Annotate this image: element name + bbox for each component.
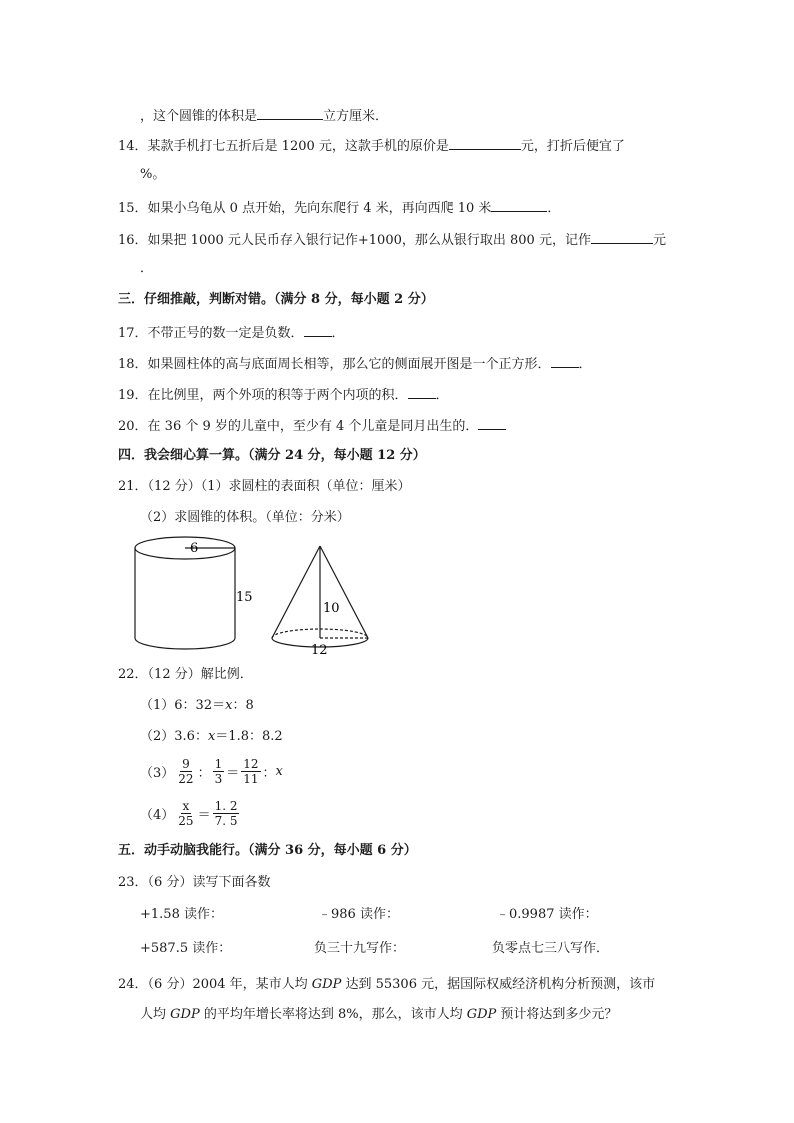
q15: 15．如果小乌龟从 0 点开始，先向东爬行 4 米，再向西爬 10 米 ． (118, 198, 560, 218)
cone-diameter-label: 12 (311, 643, 328, 658)
fraction: $\frac{12}{11}$ (243, 756, 259, 786)
q21-line2: （2）求圆锥的体积。（单位：分米） (140, 510, 350, 525)
answer-blank[interactable] (491, 198, 547, 212)
q15-text: 15．如果小乌龟从 0 点开始，先向东爬行 4 米，再向西爬 10 米 (118, 201, 492, 216)
answer-blank[interactable] (408, 385, 436, 399)
fraction: $\frac{x}{25}$ (178, 798, 194, 828)
q18-text: 18．如果圆柱体的高与底面周长相等，那么它的侧面展开图是一个正方形． (118, 357, 551, 372)
q17-text: 17．不带正号的数一定是负数． (118, 326, 304, 341)
q14-line1 (118, 136, 625, 156)
q22-part4: （4） $\frac{x}{25}$ ＝ $\frac{1. 2}{7. 5}$ (140, 798, 238, 828)
q20 (118, 416, 506, 436)
cone-figure (272, 546, 368, 647)
q24-line1: 24．（6 分）2004 年，某市人均 GDP 达到 55306 元，据国际权威经济机构分析预测，该市 (118, 977, 656, 992)
q13-unit: 立方厘米． (323, 109, 389, 124)
answer-blank[interactable] (449, 136, 521, 150)
q14-text: 14．某款手机打七五折后是 1200 元，这款手机的原价是 (118, 139, 449, 154)
q20-text: 20．在 36 个 9 岁的儿童中，至少有 4 个儿童是同月出生的． (118, 419, 479, 434)
q22-part3: （3） $\frac{9}{22}$ ： $\frac{1}{3}$ ＝ $\frac{12}{11}$ ： x (140, 756, 283, 786)
cylinder-height-label: 15 (236, 590, 253, 605)
q21-figures (120, 530, 380, 660)
q14-text-mid: 元，打折后便宜了 (520, 139, 625, 154)
q23-item: +1.58 读作： (140, 907, 223, 922)
answer-blank[interactable] (591, 230, 653, 244)
q23-item: +587.5 读作： (140, 941, 232, 956)
q18: 18．如果圆柱体的高与底面周长相等，那么它的侧面展开图是一个正方形． ． (118, 354, 592, 374)
answer-blank[interactable] (257, 106, 323, 120)
fraction: $\frac{1. 2}{7. 5}$ (214, 798, 238, 828)
q19-text: 19．在比例里，两个外项的积等于两个内项的积． (118, 388, 408, 403)
answer-blank[interactable] (478, 416, 506, 430)
q21-line1: 21．（12 分）（1）求圆柱的表面积（单位：厘米） (118, 479, 411, 494)
fraction: $\frac{9}{22}$ (178, 756, 194, 786)
section5-title: 五．动手动脑我能行。（满分 36 分，每小题 6 分） (118, 843, 417, 858)
q16-line2: ． (140, 261, 154, 276)
q13-continuation (140, 106, 388, 126)
answer-blank[interactable] (551, 354, 579, 368)
q19: 19．在比例里，两个外项的积等于两个内项的积． ． (118, 385, 449, 405)
q16-line1: 16．如果把 1000 元人民币存入银行记作+1000，那么从银行取出 800 元，记作 元 (118, 230, 666, 250)
q23-item: 负三十九写作： (314, 941, 406, 956)
q23-item: ﹣986 读作： (318, 907, 399, 922)
q23-item: 负零点七三八写作． (492, 941, 610, 956)
q23-item: ﹣0.9987 读作： (496, 907, 598, 922)
q17: 17．不带正号的数一定是负数． ． (118, 323, 345, 343)
cylinder-figure (135, 537, 235, 649)
q22-part1: （1）6：32＝x：8 (140, 698, 254, 713)
section4-title: 四．我会细心算一算。（满分 24 分，每小题 12 分） (118, 448, 426, 463)
answer-blank[interactable] (304, 323, 332, 337)
section3-title: 三．仔细推敲，判断对错。（满分 8 分，每小题 2 分） (118, 292, 434, 307)
q13-text: ，这个圆锥的体积是 (140, 109, 258, 124)
q22-title: 22．（12 分）解比例． (118, 667, 253, 682)
q16-text: 16．如果把 1000 元人民币存入银行记作+1000，那么从银行取出 800 元，记作 (118, 233, 591, 248)
q14-line2: %。 (140, 167, 166, 182)
fraction: $\frac{1}{3}$ (214, 756, 223, 786)
cylinder-diameter-label: 6 (190, 541, 199, 556)
q23-title: 23．（6 分）读写下面各数 (118, 875, 271, 890)
q22-part2: （2）3.6：x＝1.8：8.2 (140, 729, 283, 744)
cone-height-label: 10 (323, 601, 340, 616)
q24-line2: 人均 GDP 的平均年增长率将达到 8%，那么，该市人均 GDP 预计将达到多少元？ (140, 1007, 618, 1022)
